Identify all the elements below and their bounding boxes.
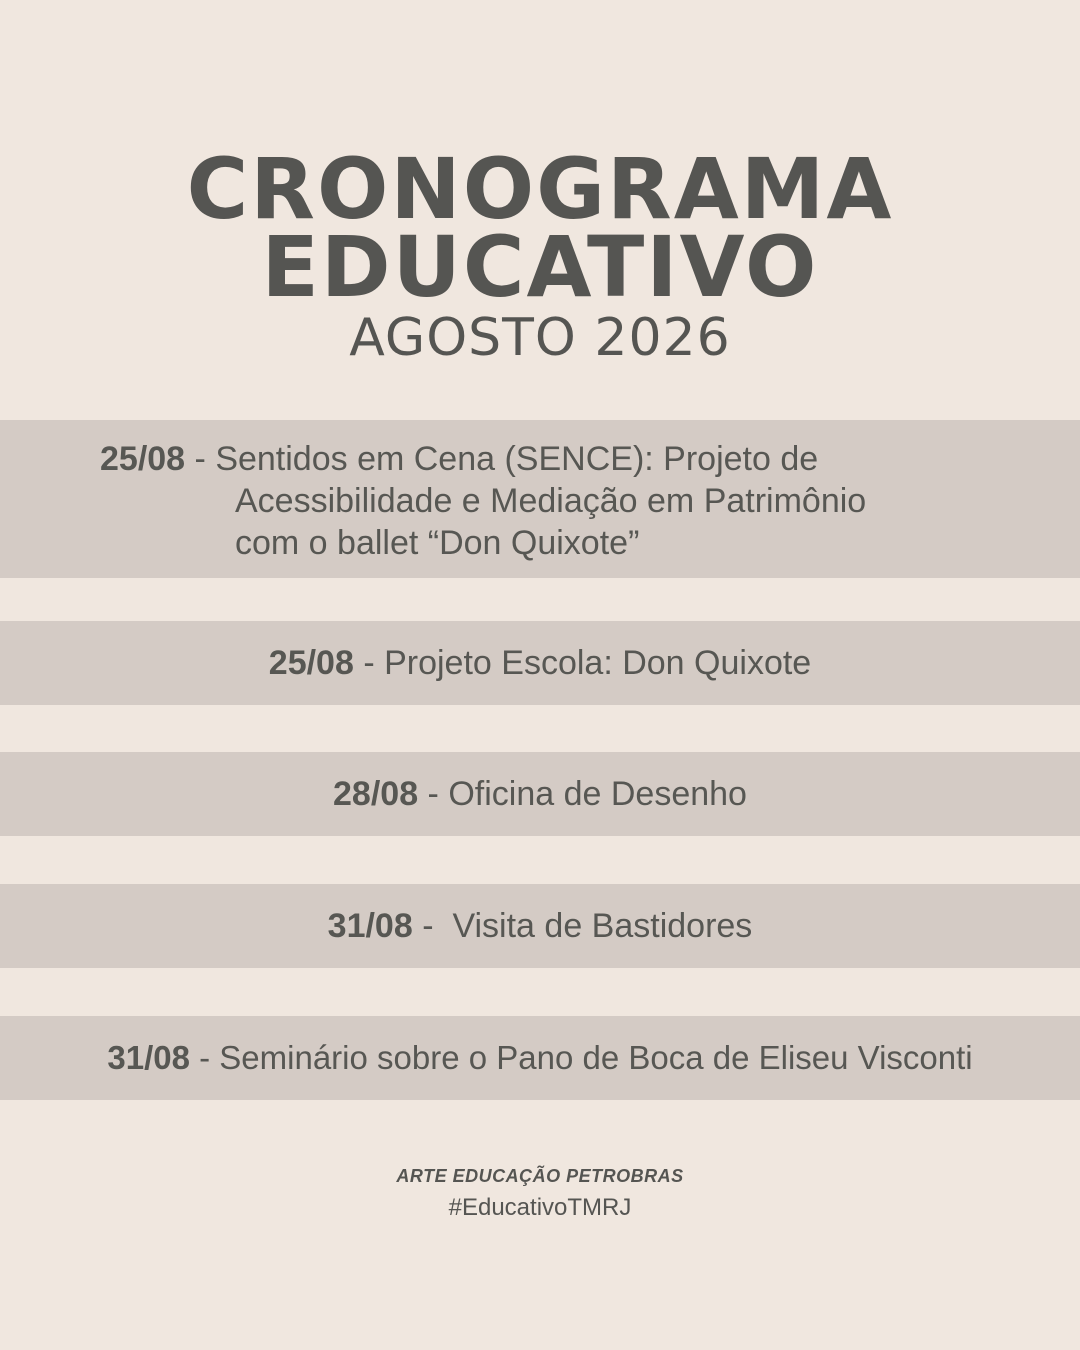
event-separator: - (418, 775, 449, 813)
event-title: Projeto Escola: Don Quixote (384, 644, 812, 682)
event-item (0, 884, 1080, 968)
event-date: 31/08 (327, 907, 413, 945)
event-title: Visita de Bastidores (452, 907, 753, 945)
page-title-line-1: CRONOGRAMA (186, 140, 894, 238)
event-date: 31/08 (107, 1039, 190, 1076)
page-subtitle: AGOSTO 2026 (349, 308, 731, 368)
event-item (100, 438, 866, 564)
event-date: 28/08 (333, 775, 419, 813)
event-title-line: Acessibilidade e Mediação em Patrimônio (235, 482, 867, 520)
footer-hashtag: #EducativoTMRJ (448, 1194, 632, 1221)
event-title: Oficina de Desenho (448, 775, 747, 813)
event-separator: - (185, 440, 216, 478)
page-title-line-2: EDUCATIVO (261, 218, 819, 316)
footer-brand: ARTE EDUCAÇÃO PETROBRAS (396, 1166, 684, 1186)
event-title-line: Sentidos em Cena (SENCE): Projeto de (215, 440, 819, 478)
event-date: 25/08 (100, 440, 186, 478)
event-item (0, 1016, 1080, 1100)
event-separator: - (412, 907, 453, 945)
event-title-line: com o ballet “Don Quixote” (235, 524, 640, 562)
event-item (0, 621, 1080, 705)
event-separator: - (189, 1039, 220, 1076)
event-date: 25/08 (268, 644, 354, 682)
event-separator: - (353, 644, 385, 682)
event-title: Seminário sobre o Pano de Boca de Eliseu Visconti (219, 1039, 973, 1076)
event-item (0, 752, 1080, 836)
